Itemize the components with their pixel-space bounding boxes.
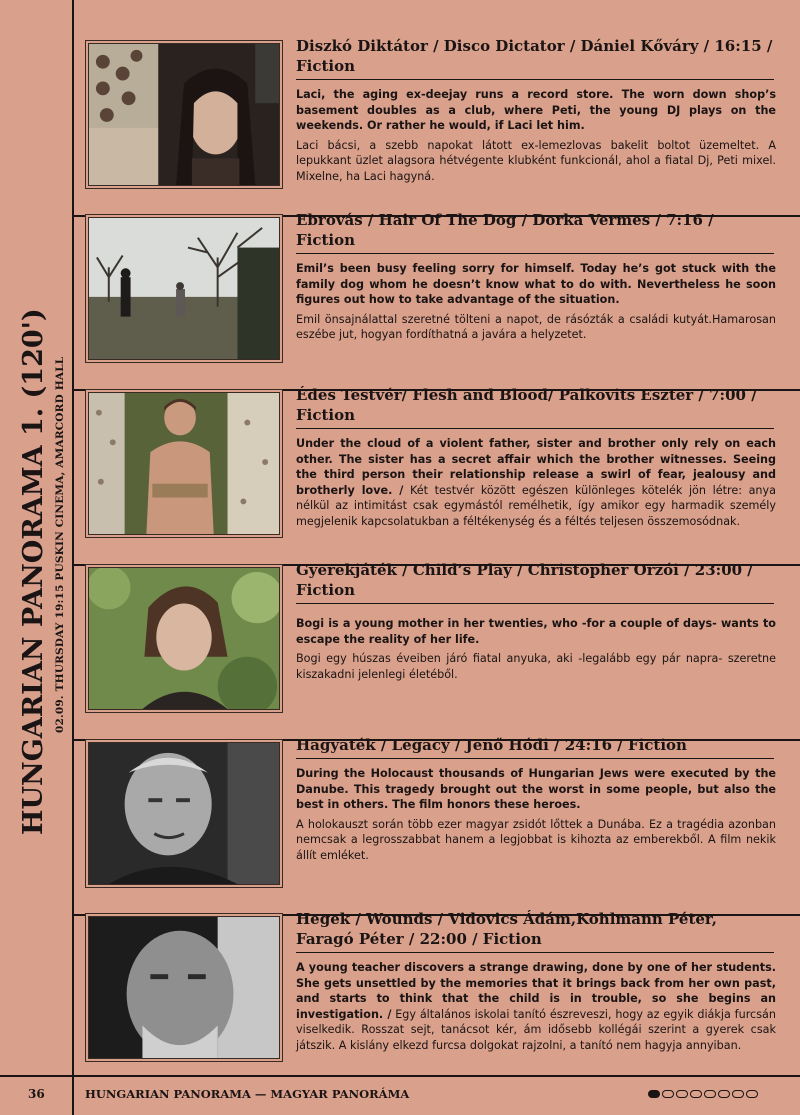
film-synopsis-hungarian: Két testvér között egészen különleges kötelék jön létre: anya nélkül az intimitást csak egymástól remélhetik, így amikor egy harmadik személy megjelenik kapcsolatukban a féltékenység és a féltés teljesen összemosódnak. [296,483,776,528]
film-title: Ebrovás / Hair Of The Dog / Dorka Vermes / 7:16 / Fiction [296,211,714,249]
film-still-disco-dictator [89,44,279,185]
film-synopsis-english [296,436,776,529]
pagination-dot [704,1090,716,1098]
vertical-divider [72,0,74,1115]
footer-title: HUNGARIAN PANORAMA — MAGYAR PANORÁMA [85,1087,410,1101]
film-still-hair-of-the-dog [89,218,279,359]
film-synopsis-hungarian: A holokauszt során több ezer magyar zsidót lőttek a Dunába. Ez a tragédia azonban nemcsak a legrosszabbat hanem a legjobbat is kihozta az emberekből. A film nekik állít emléket. [296,817,776,862]
page-number: 36 [28,1087,45,1101]
title-rule [296,758,774,759]
pagination-dot-active [648,1090,660,1098]
pagination-dot [690,1090,702,1098]
section-subtitle: 02.09. THURSDAY 19:15 PUSKIN CINEMA, AMARCORD HALL [54,356,66,733]
film-entry [85,211,778,384]
pagination-dot [746,1090,758,1098]
film-title: Gyerekjáték / Child’s Play / Christopher Orzói / 23:00 / Fiction [296,561,753,599]
english-text: A young teacher discovers a strange drawing, done by one of her students. She gets unsettled by the memories that it brings back from her own past, and starts to think that the child is in trouble, so she begins an investigation. / [296,961,776,1021]
film-entry [85,736,778,909]
footer-rule [0,1075,800,1077]
film-synopsis-hungarian: Emil önsajnálattal szeretné tölteni a napot, de rásózták a családi kutyát.Hamarosan eszébe jut, hogyan fordíthatná a javára a helyzetet. [296,312,776,341]
film-synopsis-english: Laci, the aging ex-deejay runs a record store. The worn down shop’s basement doubles as a club, where Peti, the young DJ plays on the weekends. Or rather he would, if Laci let him. [296,88,776,132]
film-title: Hegek / Wounds / Vidovics Ádám,Kohlmann Péter, Faragó Péter / 22:00 / Fiction [296,910,717,948]
film-still-frame [85,214,283,363]
film-still-frame [85,564,283,713]
title-rule [296,253,774,254]
film-entry [85,37,778,210]
film-title: Diszkó Diktátor / Disco Dictator / Dániel Kőváry / 16:15 / Fiction [296,37,773,75]
film-synopsis-english [296,960,776,1053]
title-rule [296,428,774,429]
section-title: HUNGARIAN PANORAMA 1. (120') [18,308,49,835]
pagination-dot [662,1090,674,1098]
film-still-frame [85,389,283,538]
title-rule [296,79,774,80]
english-text: Under the cloud of a violent father, sister and brother only rely on each other. The sister has a secret affair which the brother witnesses. Seeing the third person their relationship release a swirl of fear, jealousy and brotherly love. / [296,437,776,497]
film-synopsis-english: Emil’s been busy feeling sorry for himself. Today he’s got stuck with the family dog whom he doesn’t know what to do with. Nevertheless he soon figures out how to take advantage of the situation. [296,262,776,306]
film-synopsis-english: Bogi is a young mother in her twenties, who -for a couple of days- wants to escape the reality of her life. [296,617,776,646]
pagination-dot [676,1090,688,1098]
film-synopsis-english: During the Holocaust thousands of Hungarian Jews were executed by the Danube. This tragedy brought out the worst in some people, but also the best in others. The film honors these heroes. [296,767,776,811]
pagination-dot [732,1090,744,1098]
film-still-frame [85,739,283,888]
film-entry [85,910,778,1083]
film-title: Édes Testvér/ Flesh and Blood/ Palkovits Eszter / 7:00 / Fiction [296,386,757,424]
film-still-legacy [89,743,279,884]
title-rule [296,603,774,604]
film-entry [85,561,778,734]
pagination-dot [718,1090,730,1098]
pagination-dots [648,1090,758,1098]
film-still-wounds [89,917,279,1058]
film-title: Hagyaték / Legacy / Jenő Hódi / 24:16 / Fiction [296,736,687,754]
film-still-frame [85,913,283,1062]
film-entry [85,386,778,559]
film-synopsis-hungarian: Laci bácsi, a szebb napokat látott ex-lemezlovas bakelit boltot üzemeltet. A lepukkant üzlet alagsora hétvégente klubként funkcionál, ahol a fiatal Dj, Peti mixel. Mixelne, ha Laci hagyná. [296,138,776,183]
film-still-flesh-and-blood [89,393,279,534]
film-still-childs-play [89,568,279,709]
title-rule [296,952,774,953]
film-still-frame [85,40,283,189]
film-synopsis-hungarian: Egy általános iskolai tanító észreveszi, hogy az egyik diákja furcsán viselkedik. Rosszat sejt, tanácsot kér, ám idősebb kollégái szerint a gyerek csak játszik. A kislány elkezd furcsa dolgokat rajzolni, a tanító nem hagyja annyiban. [296,1007,776,1052]
film-synopsis-hungarian: Bogi egy húszas éveiben járó fiatal anyuka, aki -legalább egy pár napra- szeretne kiszakadni jelenlegi életéből. [296,652,776,681]
